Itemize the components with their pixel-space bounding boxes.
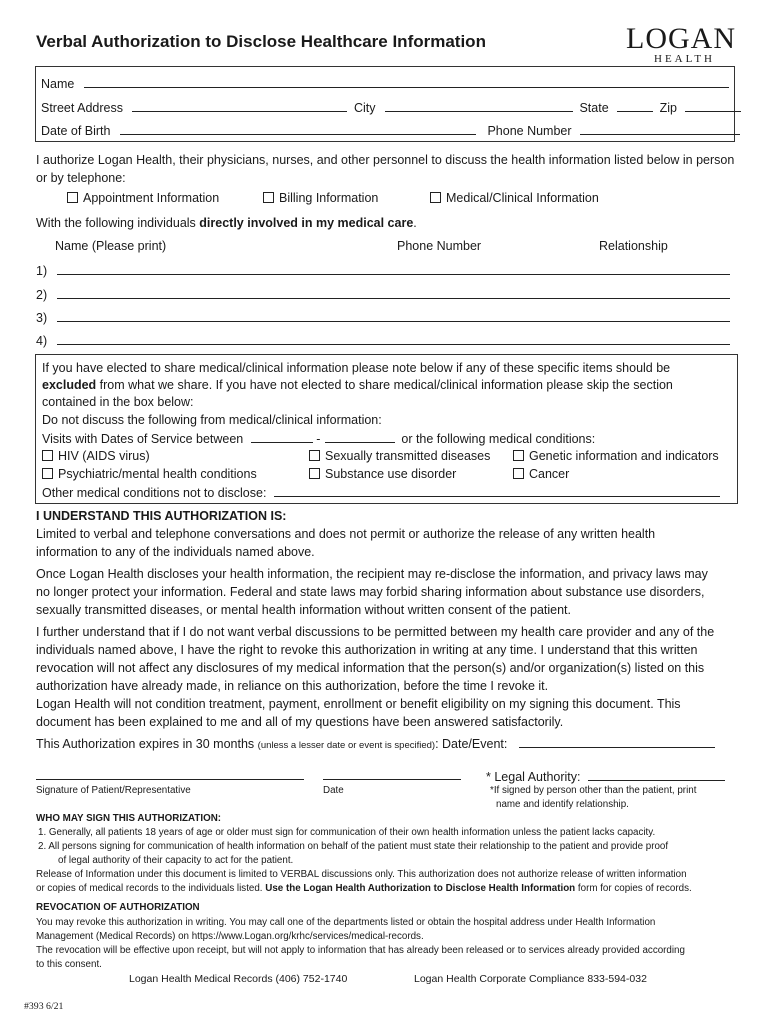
authorize-statement: I authorize Logan Health, their physicians, nurses, and other personnel to discuss the health information listed below in person or by telephone: bbox=[36, 153, 735, 185]
condition-substance[interactable]: Substance use disorder bbox=[309, 467, 456, 481]
individual-row: 2) bbox=[36, 287, 730, 302]
who-may-sign-item-2-cont: of legal authority of their capacity to act for the patient. bbox=[58, 855, 294, 866]
individual-row: 3) bbox=[36, 310, 730, 325]
dates-of-service-row: Visits with Dates of Service between - or the following medical conditions: bbox=[42, 432, 596, 446]
zip-label: Zip bbox=[659, 101, 677, 115]
info-option-medical[interactable]: Medical/Clinical Information bbox=[430, 191, 599, 205]
medical-records-contact: Logan Health Medical Records (406) 752-1740 bbox=[129, 973, 348, 985]
individual-field-2[interactable] bbox=[57, 287, 730, 299]
phone-label: Phone Number bbox=[487, 124, 572, 138]
who-may-sign-item-2: 2. All persons signing for communication of health information on behalf of the patient must state their relationship to the patient and provide proof bbox=[38, 841, 669, 852]
genetic-checkbox[interactable] bbox=[513, 450, 524, 461]
exclusion-line-4: Do not discuss the following from medical/clinical information: bbox=[42, 413, 382, 427]
expiration-date-field[interactable] bbox=[519, 736, 715, 748]
date-from-field[interactable] bbox=[251, 431, 313, 443]
state-label: State bbox=[579, 101, 609, 115]
col-phone-header: Phone Number bbox=[397, 239, 482, 253]
revocation-line-2: Management (Medical Records) on https://www.Logan.org/krhc/services/medical-records. bbox=[36, 931, 424, 942]
individual-field-4[interactable] bbox=[57, 333, 730, 345]
individuals-intro: With the following individuals directly involved in my medical care. bbox=[36, 216, 417, 230]
release-line-1: Release of Information under this document is limited to VERBAL discussions only. This authorization does not authorize release of written information bbox=[36, 869, 687, 880]
individual-row: 4) bbox=[36, 333, 730, 348]
legal-authority-row: * Legal Authority: bbox=[486, 769, 725, 784]
exclusion-line-3: contained in the box below: bbox=[42, 395, 194, 409]
date-to-field[interactable] bbox=[325, 431, 395, 443]
understand-p3: I further understand that if I do not want verbal discussions to be permitted between my health care provider and any of the individuals named above, I have the right to revoke this authorization in writing at any time. I understand that this written revocation will not affect any disclosures of my medical information that the person(s) and/or organization(s) listed on this authorization have already made, in reliance on this authorization, before the time I revoke it. bbox=[36, 625, 715, 693]
std-checkbox[interactable] bbox=[309, 450, 320, 461]
info-option-billing[interactable]: Billing Information bbox=[263, 191, 378, 205]
logo-subtitle: HEALTH bbox=[654, 53, 715, 65]
condition-cancer[interactable]: Cancer bbox=[513, 467, 569, 481]
zip-field[interactable] bbox=[685, 100, 741, 112]
condition-psychiatric[interactable]: Psychiatric/mental health conditions bbox=[42, 467, 257, 481]
cancer-checkbox[interactable] bbox=[513, 468, 524, 479]
other-conditions-row: Other medical conditions not to disclose: bbox=[42, 485, 720, 500]
exclusion-line-1: If you have elected to share medical/clinical information please note below if any of these specific items should be bbox=[42, 361, 671, 375]
signature-line[interactable] bbox=[36, 769, 304, 780]
compliance-contact: Logan Health Corporate Compliance 833-594-032 bbox=[414, 973, 647, 985]
understand-p1: Limited to verbal and telephone conversations and does not permit or authorize the release of any written health information to any of the individuals named above. bbox=[36, 527, 656, 559]
revocation-line-3: The revocation will be effective upon receipt, but will not apply to information that has already been released or to services already provided according bbox=[36, 945, 685, 956]
legal-note-2: name and identify relationship. bbox=[496, 799, 629, 810]
date-label: Date bbox=[323, 785, 344, 796]
revocation-heading: REVOCATION OF AUTHORIZATION bbox=[36, 902, 200, 913]
understand-p2: Once Logan Health discloses your health information, the recipient may re-disclose the information, and privacy laws may no longer protect your information. Federal and state laws may forbid sharing information about substance use disorders, sexually transmitted diseases, or mental health information without written consent of the patient. bbox=[36, 567, 708, 617]
psychiatric-checkbox[interactable] bbox=[42, 468, 53, 479]
city-label: City bbox=[353, 101, 376, 115]
exclusion-line-2: excluded from what we share. If you have not elected to share medical/clinical information please skip the section bbox=[42, 378, 673, 392]
release-line-2: or copies of medical records to the individuals listed. Use the Logan Health Authorization to Disclose Health Information form for copies of records. bbox=[36, 883, 692, 894]
revocation-line-4: to this consent. bbox=[36, 959, 102, 970]
condition-genetic[interactable]: Genetic information and indicators bbox=[513, 449, 719, 463]
other-conditions-field[interactable] bbox=[274, 485, 720, 497]
date-line[interactable] bbox=[323, 769, 461, 780]
hiv-checkbox[interactable] bbox=[42, 450, 53, 461]
legal-authority-field[interactable] bbox=[588, 769, 725, 781]
who-may-sign-item-1: 1. Generally, all patients 18 years of age or older must sign for communication of their own health information unless the patient lacks capacity. bbox=[38, 827, 656, 838]
page-title: Verbal Authorization to Disclose Healthcare Information bbox=[36, 32, 486, 51]
name-row bbox=[41, 76, 729, 91]
logo-wordmark: LOGAN bbox=[626, 22, 736, 55]
substance-checkbox[interactable] bbox=[309, 468, 320, 479]
legal-note-1: *If signed by person other than the patient, print bbox=[490, 785, 697, 796]
dob-label: Date of Birth bbox=[41, 124, 111, 138]
dob-field[interactable] bbox=[120, 123, 476, 135]
appointment-checkbox[interactable] bbox=[67, 192, 78, 203]
phone-field[interactable] bbox=[580, 123, 740, 135]
signature-label: Signature of Patient/Representative bbox=[36, 785, 191, 796]
info-option-appointment[interactable]: Appointment Information bbox=[67, 191, 219, 205]
individual-field-3[interactable] bbox=[57, 310, 730, 322]
name-field[interactable] bbox=[84, 76, 729, 88]
street-field[interactable] bbox=[132, 100, 347, 112]
col-name-header: Name (Please print) bbox=[55, 239, 167, 253]
condition-std[interactable]: Sexually transmitted diseases bbox=[309, 449, 490, 463]
street-label: Street Address bbox=[41, 101, 123, 115]
state-field[interactable] bbox=[617, 100, 653, 112]
understand-heading: I UNDERSTAND THIS AUTHORIZATION IS: bbox=[36, 509, 287, 523]
understand-p4: Logan Health will not condition treatment, payment, enrollment or benefit eligibility on my signing this document. This document has been explained to me and all of my questions have been answered satisfactorily. bbox=[36, 697, 681, 729]
individual-row: 1) bbox=[36, 263, 730, 278]
col-relationship-header: Relationship bbox=[599, 239, 668, 253]
dob-row bbox=[41, 123, 740, 138]
individual-field-1[interactable] bbox=[57, 263, 730, 275]
city-field[interactable] bbox=[385, 100, 573, 112]
address-row bbox=[41, 100, 741, 115]
medical-checkbox[interactable] bbox=[430, 192, 441, 203]
revocation-line-1: You may revoke this authorization in writing. You may call one of the departments listed or obtain the hospital address under Health Information bbox=[36, 917, 656, 928]
name-label: Name bbox=[41, 77, 75, 91]
expiration-row: This Authorization expires in 30 months (unless a lesser date or event is specified): Date/Event: bbox=[36, 736, 715, 751]
who-may-sign-heading: WHO MAY SIGN THIS AUTHORIZATION: bbox=[36, 813, 222, 824]
condition-hiv[interactable]: HIV (AIDS virus) bbox=[42, 449, 150, 463]
billing-checkbox[interactable] bbox=[263, 192, 274, 203]
exclusion-box bbox=[35, 354, 738, 504]
form-id: #393 6/21 bbox=[24, 1001, 64, 1012]
